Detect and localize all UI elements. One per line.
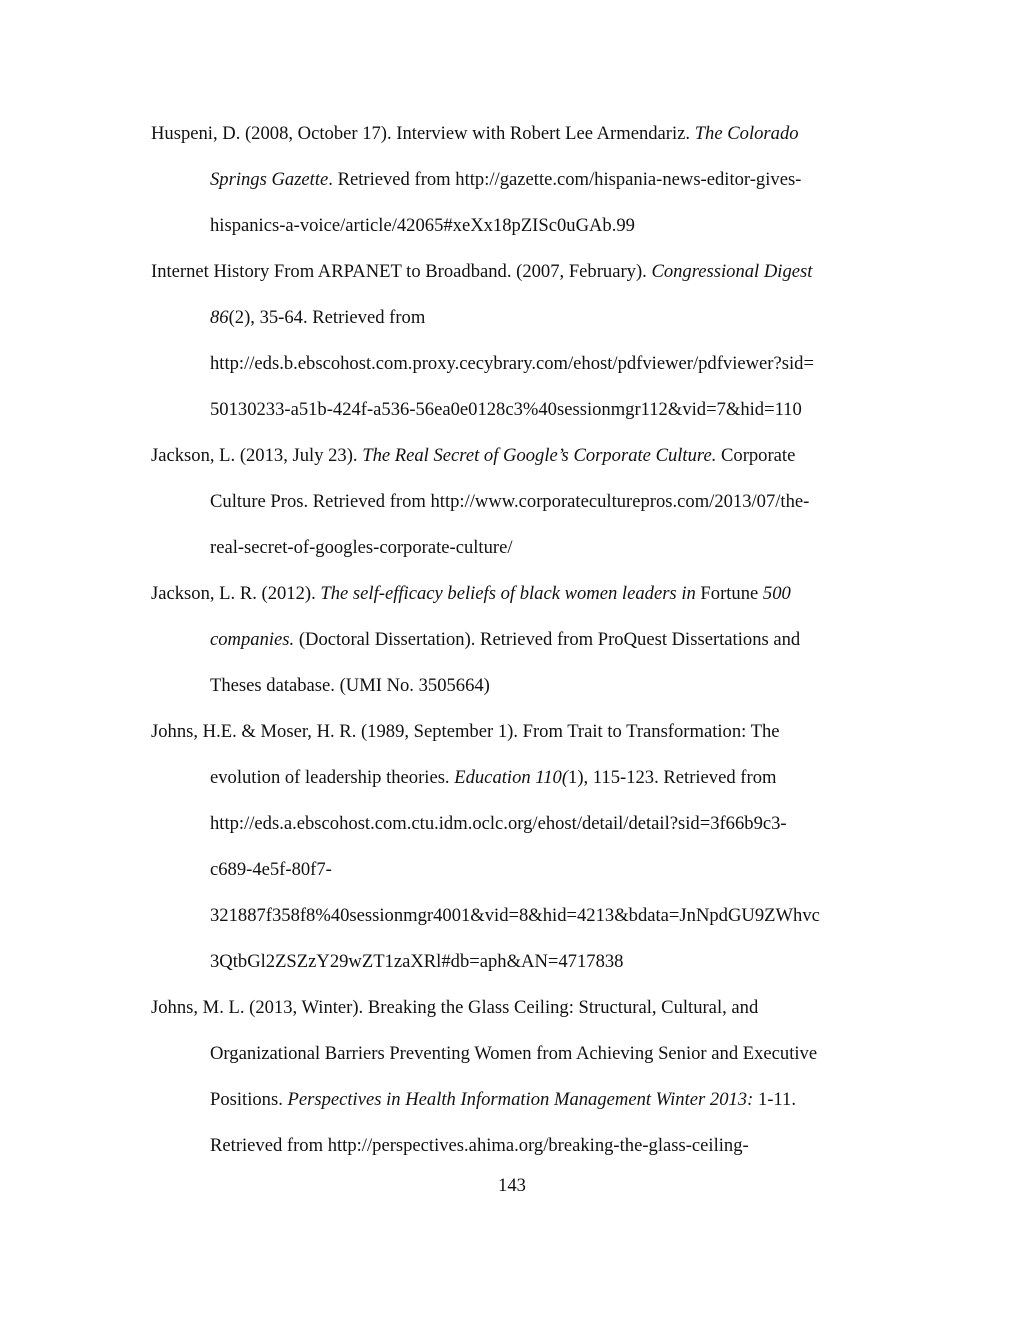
reference-list [151,111,873,1169]
reference-text: (2), 35-64. Retrieved from [228,307,426,328]
reference-first-line [151,985,873,1031]
reference-first-line [151,249,873,295]
italic-text: 86 [210,307,229,328]
reference-entry [151,249,873,433]
reference-text: 3QtbGl2ZSZzY29wZT1zaXRl#db=aph&AN=4717838 [210,951,624,972]
reference-continuation-line [151,801,873,847]
reference-first-line [151,111,873,157]
reference-text: 1-11. [753,1089,796,1110]
reference-continuation-line [151,1123,873,1169]
italic-text: companies. [210,629,295,650]
italic-text: The Real Secret of Google’s Corporate Culture. [362,445,717,466]
reference-text: Johns, H.E. & Moser, H. R. (1989, September 1). From Trait to Transformation: The [151,721,780,742]
italic-text: The Colorado [694,123,799,144]
reference-first-line [151,433,873,479]
reference-text: Fortune [695,583,763,604]
reference-text: Corporate [716,445,796,466]
italic-text: Springs Gazette [210,169,329,190]
reference-text: Jackson, L. R. (2012). [151,583,321,604]
reference-text: Theses database. (UMI No. 3505664) [210,675,490,696]
reference-text: 1), 115-123. Retrieved from [568,767,777,788]
italic-text: Congressional Digest [651,261,813,282]
reference-text: real-secret-of-googles-corporate-culture/ [210,537,513,558]
italic-text: 500 [762,583,791,604]
reference-text: 321887f358f8%40sessionmgr4001&vid=8&hid=4213&bdata=JnNpdGU9ZWhvc [210,905,820,926]
reference-continuation-line [151,939,873,985]
reference-continuation-line [151,1077,873,1123]
reference-text: Culture Pros. Retrieved from http://www.corporateculturepros.com/2013/07/the- [210,491,810,512]
reference-first-line [151,571,873,617]
reference-continuation-line [151,295,873,341]
italic-text: The self-efficacy beliefs of black women leaders in [320,583,696,604]
reference-text: (Doctoral Dissertation). Retrieved from ProQuest Dissertations and [294,629,801,650]
reference-text: . Retrieved from http://gazette.com/hispania-news-editor-gives- [328,169,802,190]
reference-continuation-line [151,387,873,433]
reference-text: Huspeni, D. (2008, October 17). Interview with Robert Lee Armendariz. [151,123,695,144]
reference-continuation-line [151,617,873,663]
reference-text: Retrieved from http://perspectives.ahima.org/breaking-the-glass-ceiling- [210,1135,749,1156]
reference-text: 50130233-a51b-424f-a536-56ea0e0128c3%40sessionmgr112&vid=7&hid=110 [210,399,802,420]
reference-entry [151,433,873,571]
reference-continuation-line [151,893,873,939]
reference-text: http://eds.b.ebscohost.com.proxy.cecybrary.com/ehost/pdfviewer/pdfviewer?sid= [210,353,814,374]
reference-continuation-line [151,479,873,525]
italic-text: Perspectives in Health Information Management Winter 2013: [287,1089,754,1110]
reference-text: evolution of leadership theories. [210,767,455,788]
reference-continuation-line [151,663,873,709]
reference-text: Johns, M. L. (2013, Winter). Breaking the Glass Ceiling: Structural, Cultural, and [151,997,759,1018]
reference-text: Organizational Barriers Preventing Women from Achieving Senior and Executive [210,1043,818,1064]
reference-continuation-line [151,525,873,571]
reference-text: Internet History From ARPANET to Broadband. (2007, February). [151,261,652,282]
reference-text: hispanics-a-voice/article/42065#xeXx18pZISc0uGAb.99 [210,215,635,236]
reference-entry [151,111,873,249]
reference-entry [151,571,873,709]
italic-text: Education 110( [454,767,569,788]
page-number: 143 [498,1175,526,1196]
reference-text: http://eds.a.ebscohost.com.ctu.idm.oclc.org/ehost/detail/detail?sid=3f66b9c3- [210,813,787,834]
reference-continuation-line [151,1031,873,1077]
reference-continuation-line [151,755,873,801]
reference-text: Positions. [210,1089,288,1110]
reference-text: Jackson, L. (2013, July 23). [151,445,363,466]
reference-entry [151,985,873,1169]
reference-text: c689-4e5f-80f7- [210,859,332,880]
reference-continuation-line [151,157,873,203]
reference-continuation-line [151,847,873,893]
reference-entry [151,709,873,985]
reference-continuation-line [151,203,873,249]
reference-first-line [151,709,873,755]
reference-continuation-line [151,341,873,387]
